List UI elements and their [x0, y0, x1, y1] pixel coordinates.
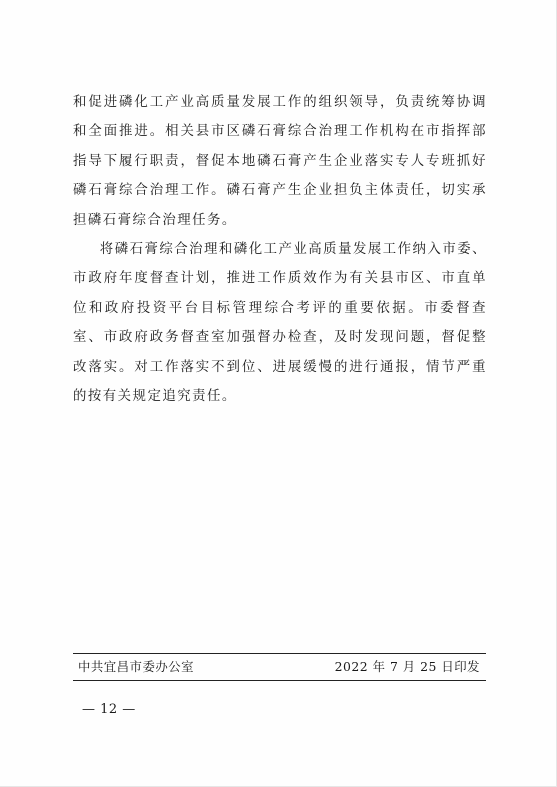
paragraph-supervision-evaluation: 将磷石膏综合治理和磷化工产业高质量发展工作纳入市委、市政府年度督查计划，推进工作质效作为有关县市区、市直单位和政府投资平台目标管理综合考评的重要依据。市委督查室、市政府政务督查室加强督办检查，及时发现问题，督促整改落实。对工作落实不到位、进展缓慢的进行通报，情节严重的按有关规定追究责任。: [73, 242, 487, 405]
footer-top-rule: [73, 653, 486, 654]
page-number: — 12 —: [82, 702, 136, 717]
document-body: [73, 88, 487, 411]
footer-bottom-rule: [73, 680, 486, 681]
paragraph-leadership-responsibility: 和促进磷化工产业高质量发展工作的组织领导，负责统筹协调和全面推进。相关县市区磷石膏综合治理工作机构在市指挥部指导下履行职责，督促本地磷石膏产生企业落实专人专班抓好磷石膏综合治理工作。磷石膏产生企业担负主体责任，切实承担磷石膏综合治理任务。: [73, 95, 487, 228]
footer-issuer-line: [78, 657, 480, 677]
issuer-name: 中共宜昌市委办公室: [78, 659, 195, 674]
print-date: 2022 年 7 月 25 日印发: [334, 659, 480, 674]
